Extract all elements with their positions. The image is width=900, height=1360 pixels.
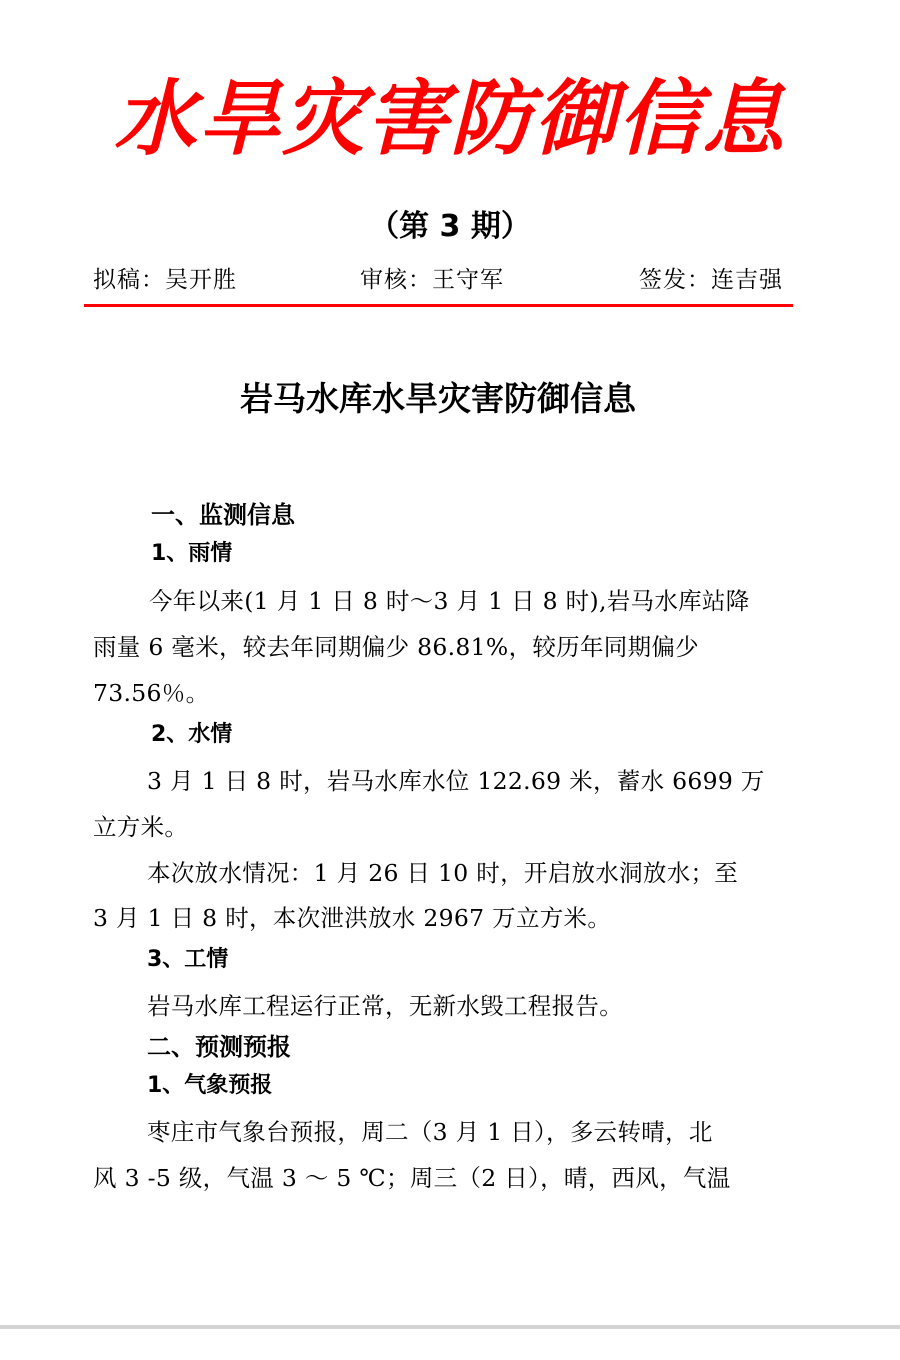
subheading-water: 2、水情 (151, 722, 233, 747)
paragraph-line: 岩马水库工程运行正常，无新水毁工程报告。 (147, 992, 623, 1020)
section-heading-forecast: 二、预测预报 (147, 1033, 291, 1061)
issuer-credit: 签发：连吉强 (639, 267, 783, 293)
paragraph-line: 立方米。 (93, 813, 189, 841)
red-divider (84, 304, 793, 307)
drafter-credit: 拟稿：吴开胜 (93, 267, 237, 293)
paragraph-line: 今年以来(1 月 1 日 8 时～3 月 1 日 8 时),岩马水库站降 (149, 587, 750, 615)
reviewer-credit: 审核：王守军 (360, 267, 504, 293)
subheading-weather: 1、气象预报 (147, 1073, 273, 1098)
paragraph-line: 枣庄市气象台预报，周二（3 月 1 日），多云转晴，北 (147, 1118, 713, 1146)
credits-row (93, 262, 783, 298)
issue-number: （第 3 期） (369, 209, 531, 244)
page-bottom-edge (0, 1325, 900, 1360)
paragraph-line: 73.56％。 (93, 679, 210, 707)
section-heading-monitoring: 一、监测信息 (151, 501, 295, 529)
subheading-works: 3、工情 (147, 947, 229, 972)
paragraph-line: 雨量 6 毫米，较去年同期偏少 86.81%，较历年同期偏少 (93, 633, 699, 661)
paragraph-line: 3 月 1 日 8 时，本次泄洪放水 2967 万立方米。 (93, 904, 612, 932)
document-title: 岩马水库水旱灾害防御信息 (240, 379, 636, 418)
paragraph-line: 3 月 1 日 8 时，岩马水库水位 122.69 米，蓄水 6699 万 (147, 767, 765, 795)
masthead-title: 水旱灾害防御信息 (114, 72, 786, 167)
subheading-rain: 1、雨情 (151, 541, 233, 566)
paragraph-line: 风 3 -5 级，气温 3 ～ 5 ℃；周三（2 日），晴，西风，气温 (93, 1164, 731, 1192)
paragraph-line: 本次放水情况：1 月 26 日 10 时，开启放水洞放水；至 (147, 859, 739, 887)
